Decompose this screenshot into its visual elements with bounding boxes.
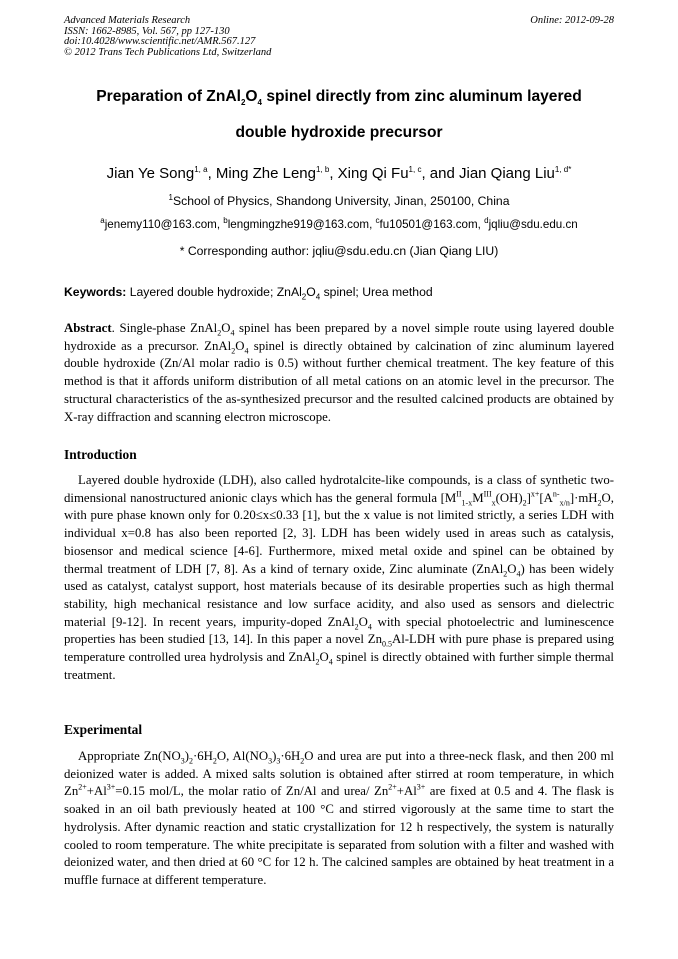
introduction-paragraph: Layered double hydroxide (LDH), also called hydrotalcite-like compounds, is a class of synthetic two-dimensional nanostructured anionic clays which has the general formula $[M^{II}_{1-x}M^{III}_x(OH)_2]^{x+}[A^{n-}_{x/n}]\cdot mH_2O$, with pure phase known only for 0.20≤x≤0.33 [1], but the x value is not limited strictly, a series LDH with individual x=0.8 has also been reported [2, 3]. LDH has been widely used in areas such as catalysis, biosensor and medical science [4-6]. Furthermore, mixed metal oxide and spinel can be obtained by thermal treatment of LDH [7, 8]. As a kind of ternary oxide, Zinc aluminate $(ZnAl_2O_4)$ has been widely used as catalyst, catalyst support, host materials because of its desirable properties such as high thermal stability, high mechanical resistance and low surface acidity, and also used as sensors and dielectric material [9-12]. In recent years, impurity-doped $ZnAl_2O_4$ with special photoelectric and luminescence properties has been studied [13, 14]. In this paper a novel $Zn_{0.5}Al$-LDH with pure phase is prepared using temperature controlled urea hydrolysis and $ZnAl_2O_4$ spinel is directly obtained with further simple thermal treatment. bbox=[64, 473, 614, 682]
copyright-line: © 2012 Trans Tech Publications Ltd, Switzerland bbox=[64, 46, 272, 58]
paper-title-line2: double hydroxide precursor bbox=[235, 124, 443, 141]
abstract: Abstract. Single-phase $ZnAl_2O_4$ spinel has been prepared by a novel simple route using layered double hydroxide as a precursor. $ZnAl_2O_4$ spinel is directly obtained by calcination of zinc aluminum layered double hydroxide (Zn/Al molar radio is 0.5) without further chemical treatment. The key feature of this method is that it affords uniform distribution of all metal cations on an atomic level in the precursor. The structural characteristics of the as-synthesized precursor and the resulted calcined products are obtained by X-ray diffraction and scanning electron microscope. bbox=[64, 321, 614, 424]
email-address: jenemy110@163.com bbox=[104, 218, 217, 231]
email-address: lengmingzhe919@163.com bbox=[227, 218, 370, 231]
doi-line: doi:10.4028/www.scientific.net/AMR.567.127 bbox=[64, 36, 256, 48]
corresponding-author: * Corresponding author: jqliu@sdu.edu.cn (Jian Qiang LIU) bbox=[179, 244, 499, 258]
section-heading-experimental: Experimental bbox=[64, 722, 143, 737]
author: Jian Ye Song bbox=[106, 165, 195, 182]
keywords: Keywords: Layered double hydroxide; $ZnAl_2O_4$ spinel; Urea method bbox=[64, 285, 433, 302]
affiliation: $^1$School of Physics, Shandong University, Jinan, 250100, China bbox=[168, 192, 510, 208]
experimental-paragraph: Appropriate $Zn(NO_3)_2\cdot 6H_2O$, $Al(NO_3)_3\cdot 6H_2O$ and urea are put into a three-neck flask, and then 200 ml deionized water is added. A mixed salts solution is obtained after stirred at room temperature, in which $Zn^{2+}+Al^{3+}=0.15$ mol/L, the molar ratio of Zn/Al and urea/ $Zn^{2+}+Al^{3+}$ are fixed at 0.5 and 4. The flask is soaked in an oil bath previously heated at 100 °C and stirred vigorously at the same time to start the hydrolysis. After dynamic reaction and static crystallization for 12 h respectively, the system is naturally cooled to room temperature. The white precipitate is separated from solution with a filter and washed with deionized water, and then dried at 60 °C for 12 h. The calcined samples are obtained by heat treatment in a muffle furnace at different temperature. bbox=[64, 749, 614, 887]
email-address: fu10501@163.com bbox=[379, 218, 478, 231]
author: Ming Zhe Leng bbox=[215, 165, 316, 182]
author: Xing Qi Fu bbox=[337, 165, 409, 182]
email-address: jqliu@sdu.edu.cn bbox=[488, 218, 578, 231]
paper-title: Preparation of $ZnAl_2O_4$ spinel directly from zinc aluminum layered bbox=[96, 88, 582, 108]
author-emails: $^a$jenemy110@163.com, $^b$lengmingzhe919@163.com, $^c$fu10501@163.com, $^d$jqliu@sdu.edu.cn bbox=[100, 216, 578, 231]
section-heading-introduction: Introduction bbox=[64, 447, 137, 462]
issn-line: ISSN: 1662-8985, Vol. 567, pp 127-130 bbox=[64, 25, 230, 37]
journal-name: Advanced Materials Research bbox=[64, 15, 191, 26]
author-list: Jian Ye Song$^{1, a}$, Ming Zhe Leng$^{1, b}$, Xing Qi Fu$^{1, c}$, and Jian Qiang Liu$^{1, d*}$ bbox=[106, 165, 572, 182]
author: Jian Qiang Liu bbox=[458, 165, 555, 182]
online-date: Online: 2012-09-28 bbox=[530, 15, 614, 26]
